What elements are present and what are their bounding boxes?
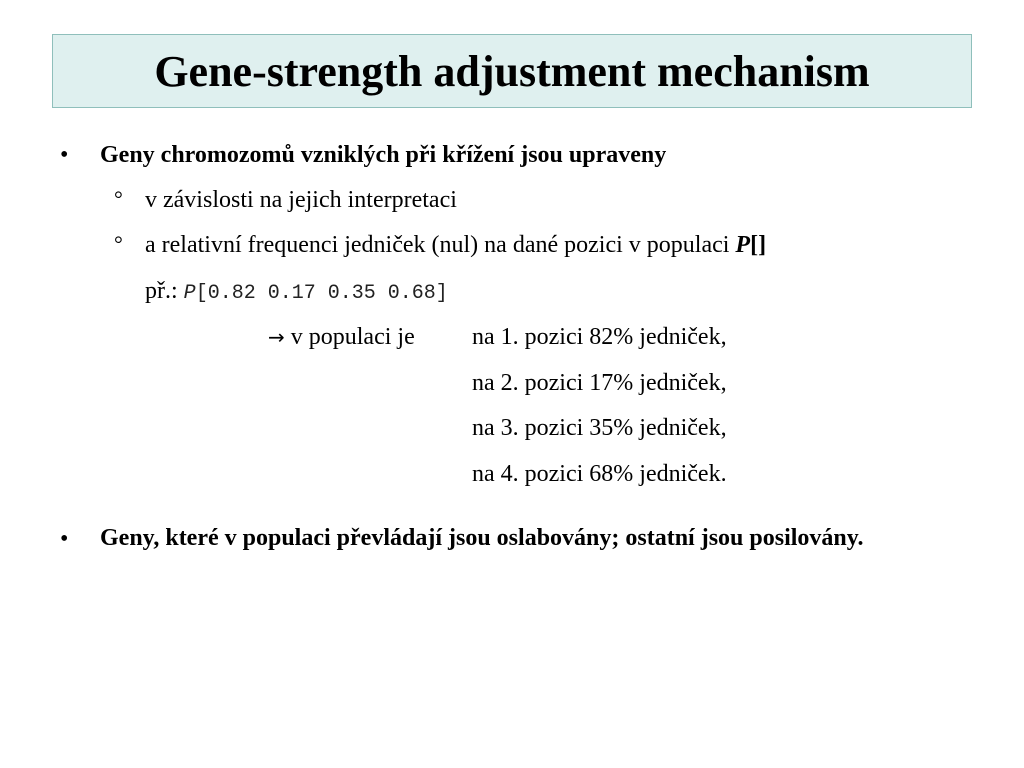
sub-bullet-1-marker: ° — [114, 186, 123, 211]
p-variable: P — [735, 232, 751, 258]
bullet-1-text: Geny chromozomů vzniklých při křížení jsou upraveny — [100, 142, 667, 168]
arrow-line — [268, 322, 415, 352]
arrow-text: v populaci je — [290, 324, 415, 350]
position-1: na 1. pozici 82% jedniček, — [472, 324, 727, 350]
bullet-1-marker: • — [60, 142, 69, 168]
sub-bullet-2-text: a relativní frequenci jedniček (nul) na dané pozici v populaci — [145, 232, 736, 258]
position-3: na 3. pozici 35% jedniček, — [472, 415, 727, 441]
bullet-2-marker: • — [60, 526, 69, 552]
example-var: P — [183, 282, 196, 305]
position-4: na 4. pozici 68% jedniček. — [472, 461, 727, 487]
slide-title-box — [52, 34, 972, 108]
position-2: na 2. pozici 17% jedniček, — [472, 370, 727, 396]
sub-bullet-1-text: v závislosti na jejich interpretaci — [145, 187, 457, 213]
sub-bullet-2-marker: ° — [114, 231, 123, 256]
right-arrow-icon: → — [268, 325, 285, 349]
example-prefix: př.: — [145, 278, 184, 304]
example-line — [145, 276, 448, 309]
sub-bullet-2-line — [145, 230, 766, 260]
example-vector: [0.82 0.17 0.35 0.68] — [195, 282, 448, 305]
bullet-2-text: Geny, které v populaci převládají jsou oslabovány; ostatní jsou posilovány. — [100, 525, 864, 551]
p-brackets: [] — [750, 232, 767, 258]
slide-title: Gene-strength adjustment mechanism — [154, 47, 870, 96]
